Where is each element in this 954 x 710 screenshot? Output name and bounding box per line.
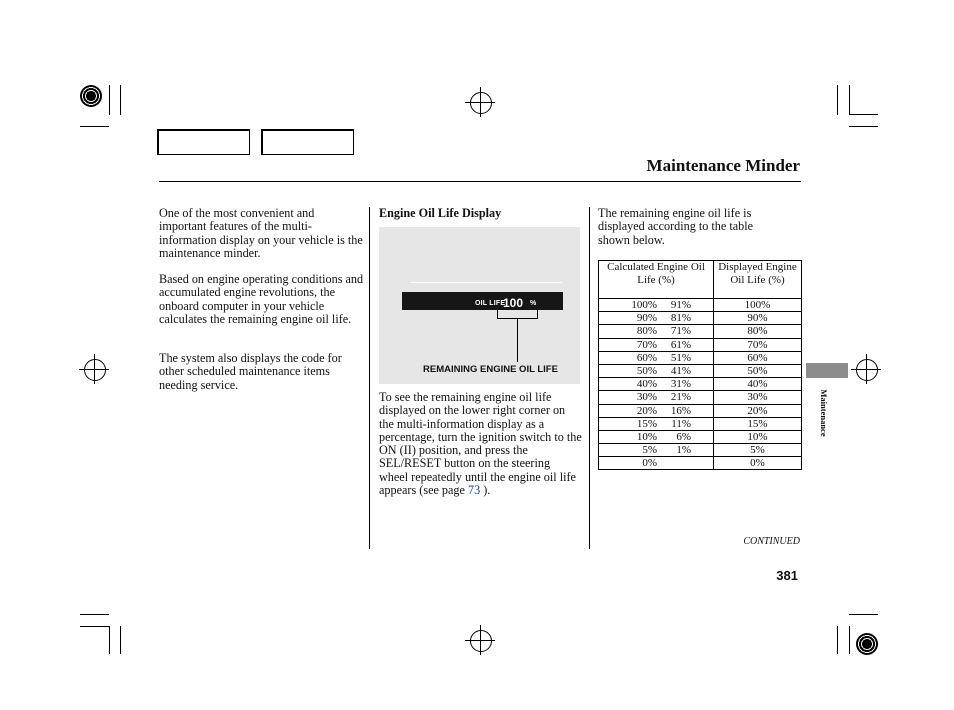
intro-paragraph: One of the most convenient and important features of the multi-information display on your vehicle is the maintenance minder.	[159, 206, 363, 260]
registration-star-bottom-right	[856, 633, 878, 655]
crop-mark	[849, 85, 850, 115]
crop-mark	[837, 85, 838, 115]
table-row	[599, 351, 802, 364]
continued-note: CONTINUED	[743, 536, 800, 547]
range-to: 61%	[670, 338, 691, 351]
table-row	[599, 391, 802, 404]
displayed-value-cell: 40%	[714, 378, 802, 391]
range-from: 5%	[642, 444, 657, 457]
crop-mark	[120, 85, 121, 115]
section-tab	[806, 363, 848, 378]
crop-mark	[80, 614, 109, 615]
section-heading: Engine Oil Life Display	[379, 206, 502, 220]
table-row	[599, 338, 802, 351]
table-row	[599, 430, 802, 443]
calculated-range-cell	[599, 391, 714, 404]
calculated-range-cell	[599, 364, 714, 377]
oil-life-paragraph: Based on engine operating conditions and accumulated engine revolutions, the onboard computer in your vehicle calculates the remaining engine oil life.	[159, 272, 364, 326]
crop-mark	[80, 126, 109, 127]
calculated-range-cell	[599, 417, 714, 430]
table-intro: The remaining engine oil life is displayed according to the table shown below.	[598, 206, 753, 247]
callout-bracket	[497, 310, 498, 318]
range-from: 70%	[636, 338, 657, 351]
range-from: 40%	[636, 378, 657, 391]
calculated-range-cell	[599, 338, 714, 351]
calculated-range-cell	[599, 444, 714, 457]
displayed-value-cell: 80%	[714, 325, 802, 338]
displayed-value-cell: 5%	[714, 444, 802, 457]
range-from: 15%	[636, 417, 657, 430]
calculated-range-cell	[599, 457, 714, 470]
displayed-value-cell: 100%	[714, 299, 802, 312]
nav-box-2	[261, 129, 354, 155]
displayed-value-cell: 0%	[714, 457, 802, 470]
table-row	[599, 299, 802, 312]
range-from: 0%	[642, 457, 657, 470]
range-to: 31%	[670, 378, 691, 391]
table-row	[599, 378, 802, 391]
calculated-range-cell	[599, 404, 714, 417]
displayed-value-cell: 50%	[714, 364, 802, 377]
table-row	[599, 325, 802, 338]
table-row	[599, 364, 802, 377]
displayed-value-cell: 30%	[714, 391, 802, 404]
crop-mark	[837, 626, 838, 654]
calculated-range-cell	[599, 378, 714, 391]
range-to: 21%	[670, 391, 691, 404]
page-reference-link[interactable]: 73	[467, 483, 481, 498]
page-number: 381	[776, 568, 798, 583]
table-row	[599, 312, 802, 325]
crop-mark	[120, 626, 121, 654]
crop-mark	[849, 126, 878, 127]
table-row	[599, 417, 802, 430]
crop-mark	[109, 626, 110, 654]
display-edge	[411, 282, 562, 283]
crop-mark	[109, 85, 110, 115]
instruction-end: ).	[480, 483, 491, 498]
range-to: 6%	[676, 430, 691, 443]
range-to: 16%	[670, 404, 691, 417]
displayed-value-cell: 90%	[714, 312, 802, 325]
calculated-range-cell	[599, 325, 714, 338]
oil-life-table	[598, 260, 802, 470]
callout-label: REMAINING ENGINE OIL LIFE	[423, 364, 558, 375]
code-paragraph: The system also displays the code for other scheduled maintenance items needing service.	[159, 351, 342, 392]
registration-star-top-left	[80, 85, 102, 107]
range-from: 90%	[636, 312, 657, 325]
callout-bracket	[537, 310, 538, 318]
column-divider	[369, 207, 370, 549]
range-from: 50%	[636, 365, 657, 378]
nav-box-1	[157, 129, 250, 155]
range-to: 1%	[676, 444, 691, 457]
instruction-paragraph	[379, 391, 582, 497]
range-from: 30%	[636, 391, 657, 404]
crop-mark	[849, 626, 850, 654]
range-to: 51%	[670, 351, 691, 364]
range-to: 41%	[670, 365, 691, 378]
range-from: 10%	[636, 430, 657, 443]
range-to: 81%	[670, 312, 691, 325]
calculated-range-cell	[599, 299, 714, 312]
displayed-value-cell: 20%	[714, 404, 802, 417]
range-from: 80%	[636, 325, 657, 338]
range-from: 100%	[631, 299, 657, 312]
display-value: 100	[503, 296, 524, 310]
table-row	[599, 404, 802, 417]
range-to: 91%	[670, 299, 691, 312]
header-rule	[159, 181, 801, 182]
table-row	[599, 457, 802, 470]
column-divider	[589, 207, 590, 549]
header-calculated: Calculated Engine Oil Life (%)	[599, 261, 714, 299]
displayed-value-cell: 70%	[714, 338, 802, 351]
calculated-range-cell	[599, 312, 714, 325]
range-from: 60%	[636, 351, 657, 364]
crop-mark	[849, 114, 878, 115]
calculated-range-cell	[599, 430, 714, 443]
table-row	[599, 444, 802, 457]
instruction-text: To see the remaining engine oil life displayed on the lower right corner on the multi-information display as a percentage, turn the ignition switch to the ON (II) position, and press the SEL/RESET button on the steering wheel repeatedly until the engine oil life appears (see page	[379, 390, 582, 498]
displayed-value-cell: 15%	[714, 417, 802, 430]
range-from: 20%	[636, 404, 657, 417]
callout-leader	[517, 318, 518, 362]
page-title: Maintenance Minder	[646, 156, 800, 175]
crop-mark	[849, 614, 878, 615]
display-unit: %	[530, 300, 537, 307]
displayed-value-cell: 60%	[714, 351, 802, 364]
header-displayed: Displayed Engine Oil Life (%)	[714, 261, 802, 299]
display-label: OIL LIFE	[475, 300, 506, 307]
section-tab-label: Maintenance	[819, 389, 829, 437]
range-to: 11%	[671, 417, 691, 430]
calculated-range-cell	[599, 351, 714, 364]
crop-mark	[80, 626, 109, 627]
displayed-value-cell: 10%	[714, 430, 802, 443]
range-to: 71%	[670, 325, 691, 338]
